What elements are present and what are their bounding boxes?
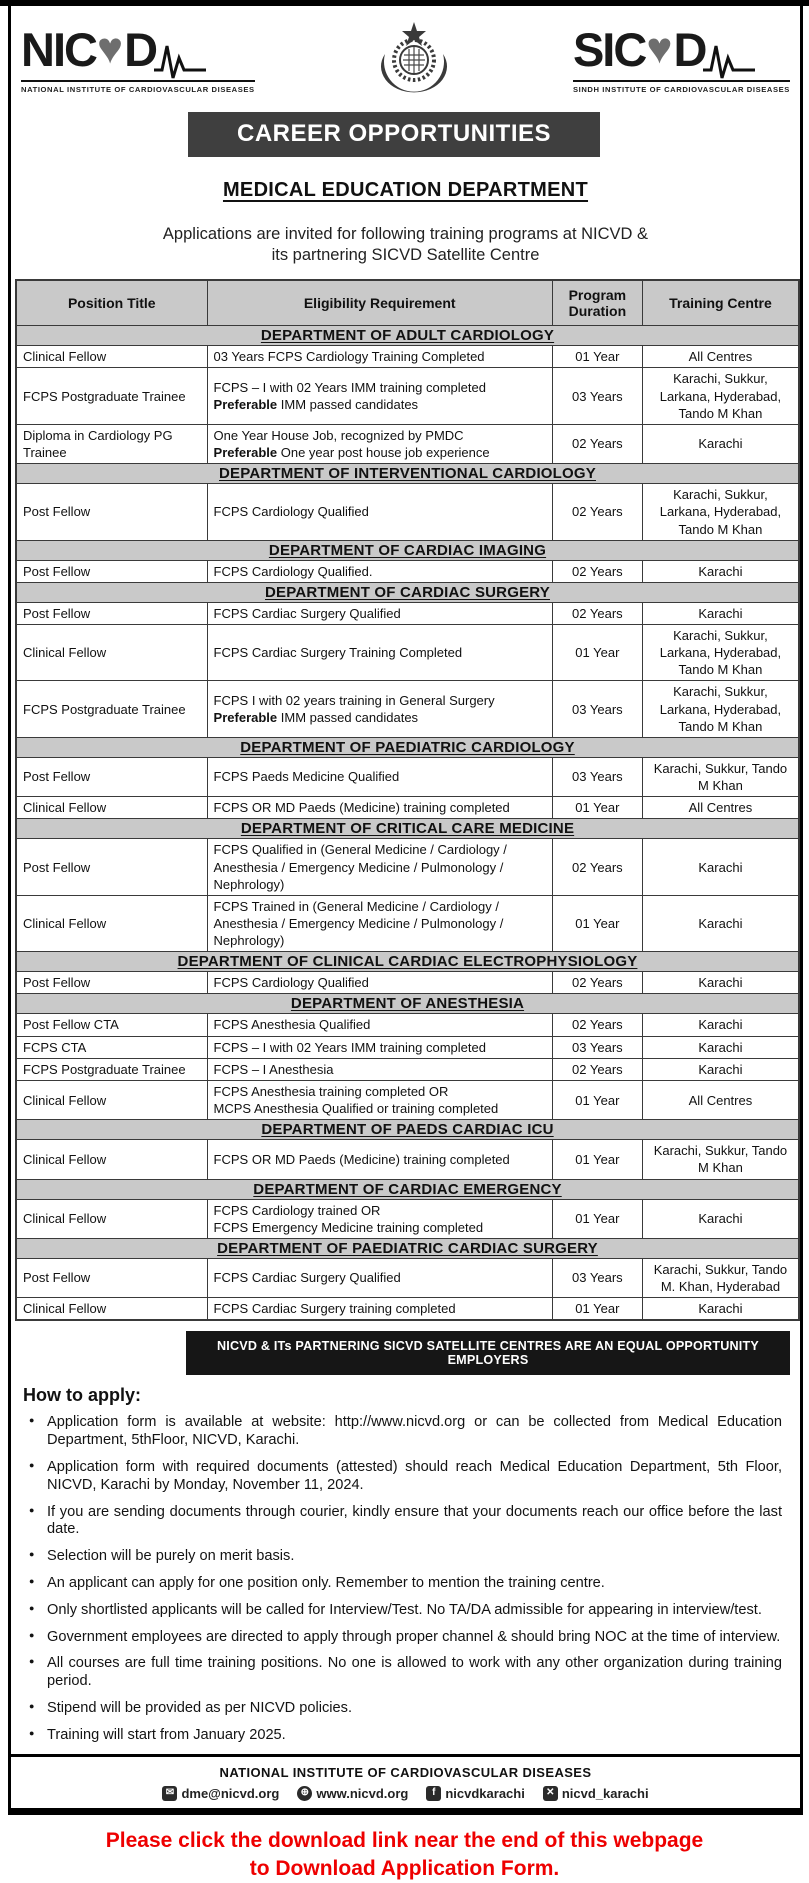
training-centre-cell: Karachi, Sukkur, Larkana, Hyderabad, Tando M Khan xyxy=(642,624,799,680)
training-centre-cell: Karachi, Sukkur, Tando M. Khan, Hyderabad xyxy=(642,1258,799,1297)
how-to-apply-list xyxy=(29,1414,782,1744)
eligibility-cell: 03 Years FCPS Cardiology Training Completed xyxy=(207,346,552,368)
training-centre-cell: Karachi xyxy=(642,1058,799,1080)
position-title-cell: FCPS Postgraduate Trainee xyxy=(16,1058,207,1080)
footer-title: NATIONAL INSTITUTE OF CARDIOVASCULAR DISEASES xyxy=(11,1765,800,1780)
equal-opportunity-banner: NICVD & ITs PARTNERING SICVD SATELLITE CENTRES ARE AN EQUAL OPPORTUNITY EMPLOYERS xyxy=(186,1331,790,1375)
sicvd-logo-suffix: D xyxy=(673,26,705,73)
position-title-cell: FCPS Postgraduate Trainee xyxy=(16,368,207,424)
intro-text xyxy=(15,224,796,265)
eligibility-cell: FCPS – I Anesthesia xyxy=(207,1058,552,1080)
program-duration-cell: 01 Year xyxy=(552,346,642,368)
how-to-apply-heading: How to apply: xyxy=(23,1385,796,1406)
position-title-cell: Clinical Fellow xyxy=(16,624,207,680)
training-centre-cell: Karachi xyxy=(642,895,799,951)
training-centre-cell: All Centres xyxy=(642,1080,799,1119)
footer-contact-text: nicvd_karachi xyxy=(562,1786,649,1801)
department-section-row xyxy=(16,737,799,757)
footer-contact xyxy=(297,1786,408,1801)
sicvd-logo xyxy=(573,18,790,94)
department-section-row xyxy=(16,994,799,1014)
facebook-icon: f xyxy=(426,1786,441,1801)
table-row xyxy=(16,839,799,895)
sicvd-tagline: SINDH INSTITUTE OF CARDIOVASCULAR DISEASES xyxy=(573,85,790,94)
how-to-apply-item: ● Training will start from January 2025. xyxy=(29,1727,782,1745)
globe-icon: ⊕ xyxy=(297,1786,312,1801)
table-row xyxy=(16,972,799,994)
column-header: Position Title xyxy=(16,280,207,326)
eligibility-cell: FCPS I with 02 years training in General Surgery Preferable IMM passed candidates xyxy=(207,681,552,737)
table-row xyxy=(16,560,799,582)
how-to-apply-item: ● Government employees are directed to apply through proper channel & should bring NOC at the time of interview. xyxy=(29,1629,782,1647)
how-to-apply-item: ● If you are sending documents through courier, kindly ensure that your documents reach our office before the last date. xyxy=(29,1504,782,1540)
footer-contact-text: dme@nicvd.org xyxy=(181,1786,279,1801)
program-duration-cell: 02 Years xyxy=(552,1058,642,1080)
position-title-cell: FCPS Postgraduate Trainee xyxy=(16,681,207,737)
position-title-cell: Post Fellow CTA xyxy=(16,1014,207,1036)
table-row xyxy=(16,368,799,424)
table-row xyxy=(16,757,799,796)
department-section-row xyxy=(16,1179,799,1199)
eligibility-cell: FCPS Cardiac Surgery training completed xyxy=(207,1298,552,1321)
table-row xyxy=(16,1140,799,1179)
department-section-title: DEPARTMENT OF CARDIAC IMAGING xyxy=(16,540,799,560)
footer-contact xyxy=(426,1786,525,1801)
table-row xyxy=(16,1258,799,1297)
eligibility-cell: FCPS Cardiac Surgery Qualified xyxy=(207,1258,552,1297)
program-duration-cell: 02 Years xyxy=(552,560,642,582)
program-duration-cell: 01 Year xyxy=(552,624,642,680)
table-row xyxy=(16,895,799,951)
program-duration-cell: 03 Years xyxy=(552,1036,642,1058)
department-section-title: DEPARTMENT OF PAEDIATRIC CARDIOLOGY xyxy=(16,737,799,757)
program-duration-cell: 03 Years xyxy=(552,1258,642,1297)
footer-contact-text: www.nicvd.org xyxy=(316,1786,408,1801)
position-title-cell: Clinical Fellow xyxy=(16,1199,207,1238)
training-centre-cell: Karachi xyxy=(642,1036,799,1058)
program-duration-cell: 01 Year xyxy=(552,797,642,819)
table-row xyxy=(16,484,799,540)
department-section-title: DEPARTMENT OF CRITICAL CARE MEDICINE xyxy=(16,819,799,839)
training-centre-cell: Karachi xyxy=(642,424,799,463)
intro-line-2: its partnering SICVD Satellite Centre xyxy=(15,245,796,266)
table-row xyxy=(16,1058,799,1080)
program-duration-cell: 03 Years xyxy=(552,681,642,737)
training-centre-cell: Karachi, Sukkur, Larkana, Hyderabad, Tando M Khan xyxy=(642,484,799,540)
department-section-title: DEPARTMENT OF PAEDS CARDIAC ICU xyxy=(16,1120,799,1140)
department-section-row xyxy=(16,326,799,346)
header xyxy=(15,14,796,98)
download-notice-line-2: to Download Application Form. xyxy=(0,1855,809,1883)
program-duration-cell: 01 Year xyxy=(552,1140,642,1179)
department-section-title: DEPARTMENT OF PAEDIATRIC CARDIAC SURGERY xyxy=(16,1238,799,1258)
program-duration-cell: 03 Years xyxy=(552,368,642,424)
download-notice-line-1: Please click the download link near the end of this webpage xyxy=(0,1827,809,1855)
training-centre-cell: Karachi, Sukkur, Larkana, Hyderabad, Tando M Khan xyxy=(642,368,799,424)
department-section-title: DEPARTMENT OF INTERVENTIONAL CARDIOLOGY xyxy=(16,464,799,484)
eligibility-cell: FCPS Cardiology trained OR FCPS Emergency Medicine training completed xyxy=(207,1199,552,1238)
table-row xyxy=(16,797,799,819)
training-centre-cell: Karachi xyxy=(642,1014,799,1036)
training-centre-cell: All Centres xyxy=(642,797,799,819)
position-title-cell: Clinical Fellow xyxy=(16,797,207,819)
career-opportunities-banner: CAREER OPPORTUNITIES xyxy=(188,112,600,157)
department-section-row xyxy=(16,540,799,560)
department-section-row xyxy=(16,952,799,972)
how-to-apply-item: ● Application form is available at website: http://www.nicvd.org or can be collected from Medical Education Department, 5thFloor, NICVD, Karachi. xyxy=(29,1414,782,1450)
table-row xyxy=(16,1199,799,1238)
heartbeat-line-icon xyxy=(154,36,206,80)
program-duration-cell: 01 Year xyxy=(552,1298,642,1321)
nicvd-tagline: NATIONAL INSTITUTE OF CARDIOVASCULAR DISEASES xyxy=(21,85,255,94)
department-section-title: DEPARTMENT OF CLINICAL CARDIAC ELECTROPHYSIOLOGY xyxy=(16,952,799,972)
program-duration-cell: 02 Years xyxy=(552,839,642,895)
how-to-apply-item: ● An applicant can apply for one position only. Remember to mention the training centre. xyxy=(29,1575,782,1593)
table-row xyxy=(16,681,799,737)
sindh-government-emblem-icon xyxy=(377,20,451,98)
table-row xyxy=(16,602,799,624)
department-section-title: DEPARTMENT OF ADULT CARDIOLOGY xyxy=(16,326,799,346)
email-icon: ✉ xyxy=(162,1786,177,1801)
eligibility-cell: FCPS Anesthesia training completed OR MCPS Anesthesia Qualified or training completed xyxy=(207,1080,552,1119)
position-title-cell: Clinical Fellow xyxy=(16,1298,207,1321)
eligibility-cell: FCPS Anesthesia Qualified xyxy=(207,1014,552,1036)
footer-bar xyxy=(11,1754,800,1812)
program-duration-cell: 02 Years xyxy=(552,1014,642,1036)
footer-contact xyxy=(543,1786,649,1801)
how-to-apply-item: ● Application form with required documents (attested) should reach Medical Education Department, 5th Floor, NICVD, Karachi by Monday, November 11, 2024. xyxy=(29,1459,782,1495)
department-section-row xyxy=(16,1238,799,1258)
position-title-cell: Post Fellow xyxy=(16,972,207,994)
training-centre-cell: All Centres xyxy=(642,346,799,368)
position-title-cell: Post Fellow xyxy=(16,602,207,624)
position-title-cell: Post Fellow xyxy=(16,560,207,582)
eligibility-cell: FCPS Cardiology Qualified. xyxy=(207,560,552,582)
eligibility-cell: FCPS – I with 02 Years IMM training completed xyxy=(207,1036,552,1058)
program-duration-cell: 02 Years xyxy=(552,484,642,540)
training-centre-cell: Karachi, Sukkur, Tando M Khan xyxy=(642,1140,799,1179)
training-centre-cell: Karachi xyxy=(642,839,799,895)
intro-line-1: Applications are invited for following training programs at NICVD & xyxy=(15,224,796,245)
department-section-title: DEPARTMENT OF CARDIAC SURGERY xyxy=(16,582,799,602)
heart-icon: ♥ xyxy=(646,27,672,71)
eligibility-cell: FCPS – I with 02 Years IMM training completed Preferable IMM passed candidates xyxy=(207,368,552,424)
column-header: Training Centre xyxy=(642,280,799,326)
training-centre-cell: Karachi xyxy=(642,1298,799,1321)
sicvd-logo-prefix: SIC xyxy=(573,26,645,73)
position-title-cell: Clinical Fellow xyxy=(16,1140,207,1179)
program-duration-cell: 03 Years xyxy=(552,757,642,796)
eligibility-cell: FCPS OR MD Paeds (Medicine) training completed xyxy=(207,1140,552,1179)
program-duration-cell: 01 Year xyxy=(552,895,642,951)
table-row xyxy=(16,1014,799,1036)
positions-table xyxy=(15,279,800,1321)
eligibility-cell: FCPS Cardiology Qualified xyxy=(207,972,552,994)
heart-icon: ♥ xyxy=(97,27,123,71)
training-centre-cell: Karachi xyxy=(642,1199,799,1238)
training-centre-cell: Karachi xyxy=(642,560,799,582)
training-centre-cell: Karachi, Sukkur, Tando M Khan xyxy=(642,757,799,796)
position-title-cell: Post Fellow xyxy=(16,1258,207,1297)
x-icon: ✕ xyxy=(543,1786,558,1801)
position-title-cell: FCPS CTA xyxy=(16,1036,207,1058)
eligibility-cell: FCPS Qualified in (General Medicine / Cardiology / Anesthesia / Emergency Medicine / Pulmonology / Nephrology) xyxy=(207,839,552,895)
page-title: MEDICAL EDUCATION DEPARTMENT xyxy=(15,179,796,202)
department-section-row xyxy=(16,819,799,839)
advert-container xyxy=(8,6,803,1815)
nicvd-logo-prefix: NIC xyxy=(21,26,96,73)
program-duration-cell: 02 Years xyxy=(552,972,642,994)
eligibility-cell: FCPS Cardiology Qualified xyxy=(207,484,552,540)
how-to-apply-item: ● Only shortlisted applicants will be called for Interview/Test. No TA/DA admissible for appearing in interview/test. xyxy=(29,1602,782,1620)
table-row xyxy=(16,624,799,680)
eligibility-cell: FCPS Cardiac Surgery Qualified xyxy=(207,602,552,624)
table-row xyxy=(16,346,799,368)
position-title-cell: Post Fellow xyxy=(16,757,207,796)
table-header-row xyxy=(16,280,799,326)
position-title-cell: Clinical Fellow xyxy=(16,895,207,951)
heartbeat-line-icon xyxy=(703,36,755,80)
position-title-cell: Post Fellow xyxy=(16,839,207,895)
position-title-cell: Post Fellow xyxy=(16,484,207,540)
department-section-row xyxy=(16,582,799,602)
how-to-apply-item: ● Stipend will be provided as per NICVD policies. xyxy=(29,1700,782,1718)
footer-contact xyxy=(162,1786,279,1801)
program-duration-cell: 01 Year xyxy=(552,1080,642,1119)
program-duration-cell: 02 Years xyxy=(552,602,642,624)
footer-contact-text: nicvdkarachi xyxy=(445,1786,525,1801)
eligibility-cell: FCPS Cardiac Surgery Training Completed xyxy=(207,624,552,680)
footer-contacts xyxy=(11,1786,800,1801)
training-centre-cell: Karachi xyxy=(642,602,799,624)
column-header: Program Duration xyxy=(552,280,642,326)
department-section-row xyxy=(16,464,799,484)
table-row xyxy=(16,424,799,463)
department-section-title: DEPARTMENT OF ANESTHESIA xyxy=(16,994,799,1014)
training-centre-cell: Karachi xyxy=(642,972,799,994)
program-duration-cell: 02 Years xyxy=(552,424,642,463)
column-header: Eligibility Requirement xyxy=(207,280,552,326)
download-notice xyxy=(0,1827,809,1883)
eligibility-cell: FCPS OR MD Paeds (Medicine) training completed xyxy=(207,797,552,819)
position-title-cell: Diploma in Cardiology PG Trainee xyxy=(16,424,207,463)
program-duration-cell: 01 Year xyxy=(552,1199,642,1238)
training-centre-cell: Karachi, Sukkur, Larkana, Hyderabad, Tando M Khan xyxy=(642,681,799,737)
nicvd-logo-suffix: D xyxy=(124,26,156,73)
table-row xyxy=(16,1298,799,1321)
position-title-cell: Clinical Fellow xyxy=(16,346,207,368)
eligibility-cell: FCPS Trained in (General Medicine / Cardiology / Anesthesia / Emergency Medicine / Pulmonology / Nephrology) xyxy=(207,895,552,951)
how-to-apply-item: ● Selection will be purely on merit basis. xyxy=(29,1548,782,1566)
eligibility-cell: One Year House Job, recognized by PMDC Preferable One year post house job experience xyxy=(207,424,552,463)
department-section-title: DEPARTMENT OF CARDIAC EMERGENCY xyxy=(16,1179,799,1199)
table-row xyxy=(16,1080,799,1119)
department-section-row xyxy=(16,1120,799,1140)
nicvd-logo xyxy=(21,18,255,94)
eligibility-cell: FCPS Paeds Medicine Qualified xyxy=(207,757,552,796)
table-row xyxy=(16,1036,799,1058)
how-to-apply-item: ● All courses are full time training positions. No one is allowed to work with any other organization during training period. xyxy=(29,1655,782,1691)
position-title-cell: Clinical Fellow xyxy=(16,1080,207,1119)
